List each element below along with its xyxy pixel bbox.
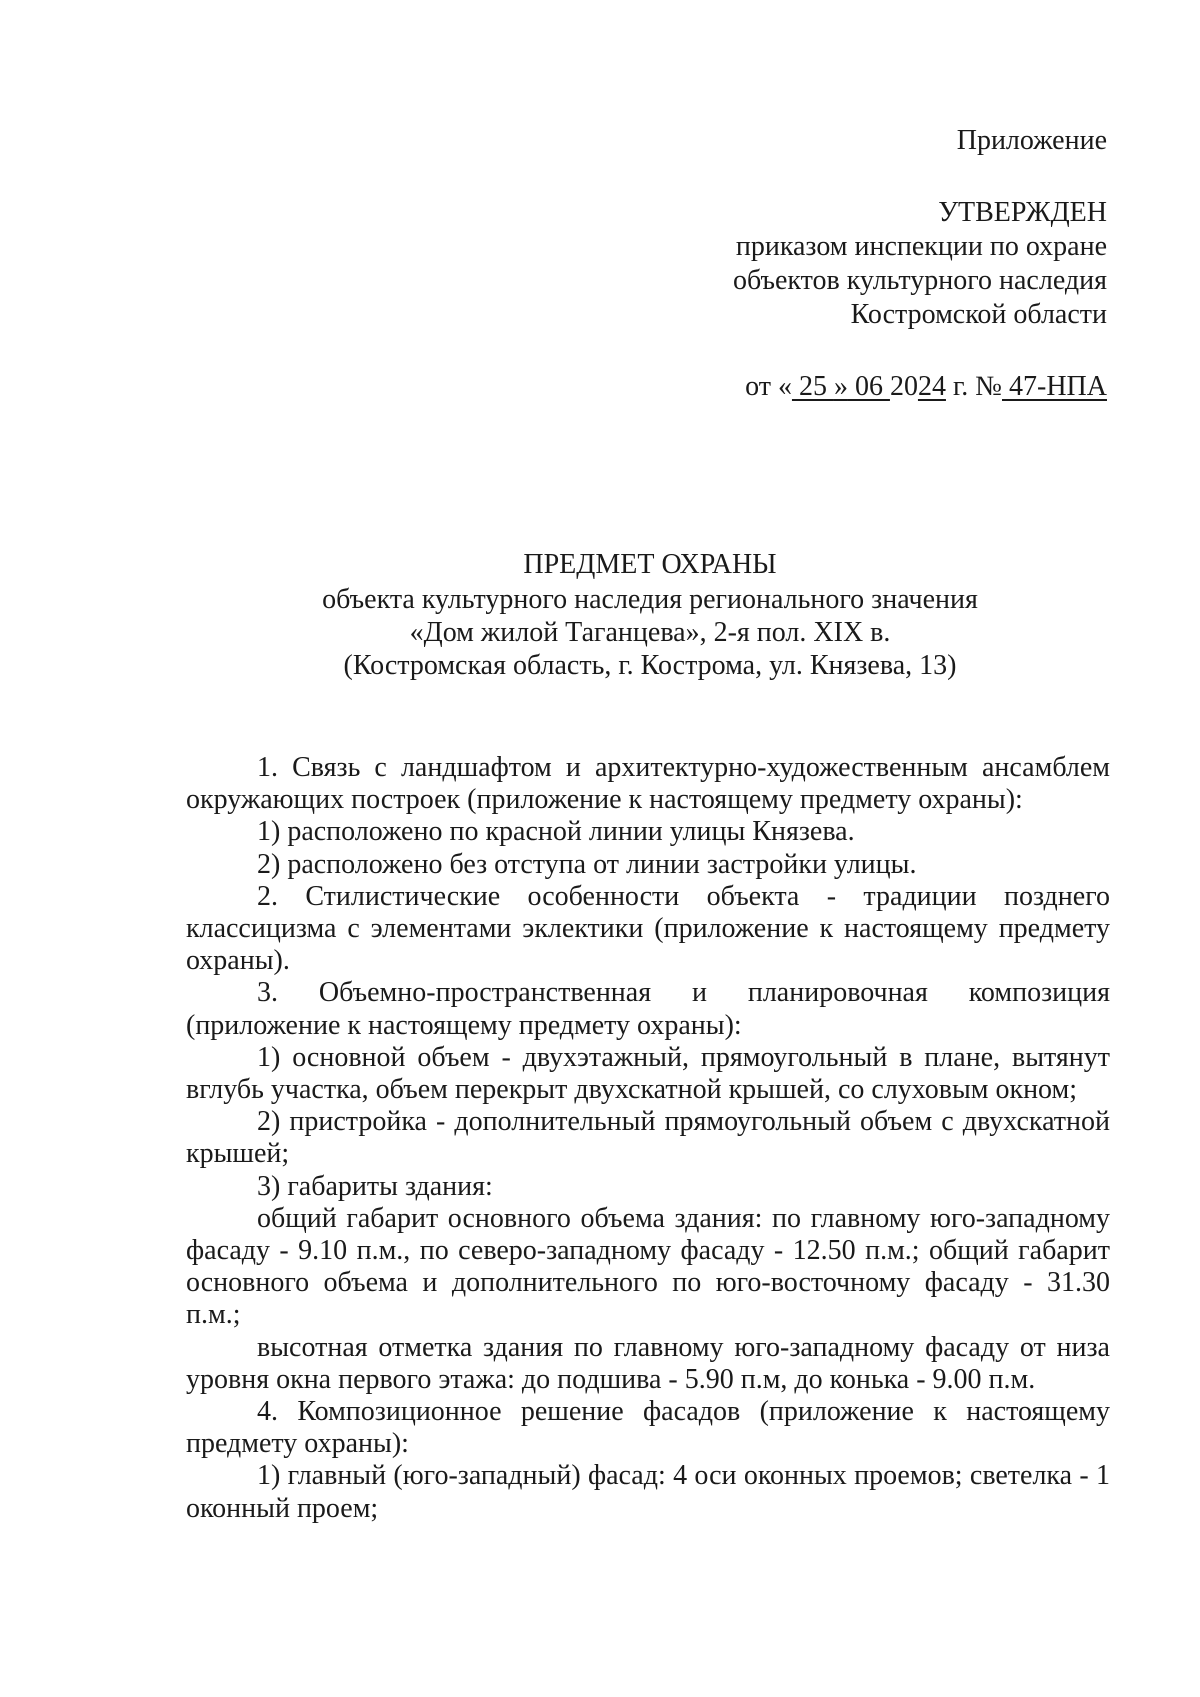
date-year-a: 20 bbox=[889, 371, 918, 402]
overall-dimensions: общий габарит основного объема здания: по главному юго-западному фасаду - 9.10 п.м., по северо-западному фасаду - 12.50 п.м.; общий габарит основного объема и дополнительного по юго-восточному фасаду - 31.30 п.м.; bbox=[186, 1202, 1110, 1331]
title-line-2: «Дом жилой Таганцева», 2-я пол. XIX в. bbox=[409, 617, 891, 648]
paragraph-3-item-1: 1) основной объем - двухэтажный, прямоугольный в плане, вытянут вглубь участка, объем перекрыт двухскатной крышей, со слуховым окном; bbox=[186, 1041, 1110, 1106]
paragraph-3-item-2: 2) пристройка - дополнительный прямоугольный объем с двухскатной крышей; bbox=[186, 1106, 1110, 1170]
document-title: ПРЕДМЕТ ОХРАНЫ bbox=[523, 549, 777, 580]
date-day: 25 bbox=[791, 371, 834, 402]
date-quote-close: » bbox=[833, 371, 848, 402]
date-month: 06 bbox=[847, 371, 890, 402]
paragraph-1-item-2: 2) расположено без отступа от линии застройки улицы. bbox=[257, 848, 917, 880]
paragraph-3: 3. Объемно-пространственная и планировочная композиция (приложение к настоящему предмету охраны): bbox=[186, 977, 1110, 1041]
paragraph-1: 1. Связь с ландшафтом и архитектурно-художественным ансамблем окружающих построек (приложение к настоящему предмету охраны): bbox=[186, 752, 1110, 816]
issuer-line-2: объектов культурного наследия bbox=[732, 265, 1107, 296]
date-year-b: 24 bbox=[917, 371, 946, 402]
paragraph-1-item-1: 1) расположено по красной линии улицы Князева. bbox=[257, 816, 855, 848]
approval-block bbox=[547, 124, 1107, 404]
title-line-1: объекта культурного наследия регионального значения bbox=[322, 584, 978, 615]
paragraph-3-item-3: 3) габариты здания: bbox=[257, 1170, 493, 1202]
height-marks: высотная отметка здания по главному юго-западному фасаду от низа уровня окна первого этажа: до подшива - 5.90 п.м, до конька - 9.00 п.м. bbox=[186, 1331, 1110, 1395]
date-suffix: г. bbox=[945, 371, 976, 402]
paragraph-4-item-1: 1) главный (юго-западный) фасад: 4 оси оконных проемов; светелка - 1 оконный проем; bbox=[186, 1460, 1110, 1524]
number-sign: № bbox=[975, 371, 1002, 402]
date-prefix: от « bbox=[745, 371, 792, 402]
title-line-3: (Костромская область, г. Кострома, ул. Князева, 13) bbox=[343, 650, 957, 681]
appendix-label: Приложение bbox=[956, 125, 1107, 156]
title-block bbox=[100, 548, 1200, 682]
paragraph-2: 2. Стилистические особенности объекта - традиции позднего классицизма с элементами эклектики (приложение к настоящему предмету охраны). bbox=[186, 880, 1110, 977]
paragraph-4: 4. Композиционное решение фасадов (приложение к настоящему предмету охраны): bbox=[186, 1396, 1110, 1460]
issuer-line-1: приказом инспекции по охране bbox=[735, 231, 1107, 262]
issuer-line-3: Костромской области bbox=[850, 299, 1107, 330]
document-body bbox=[186, 752, 1110, 1525]
approved-label: УТВЕРЖДЕН bbox=[938, 197, 1107, 228]
order-number: 47-НПА bbox=[1002, 371, 1107, 402]
order-date-number bbox=[547, 370, 1107, 404]
